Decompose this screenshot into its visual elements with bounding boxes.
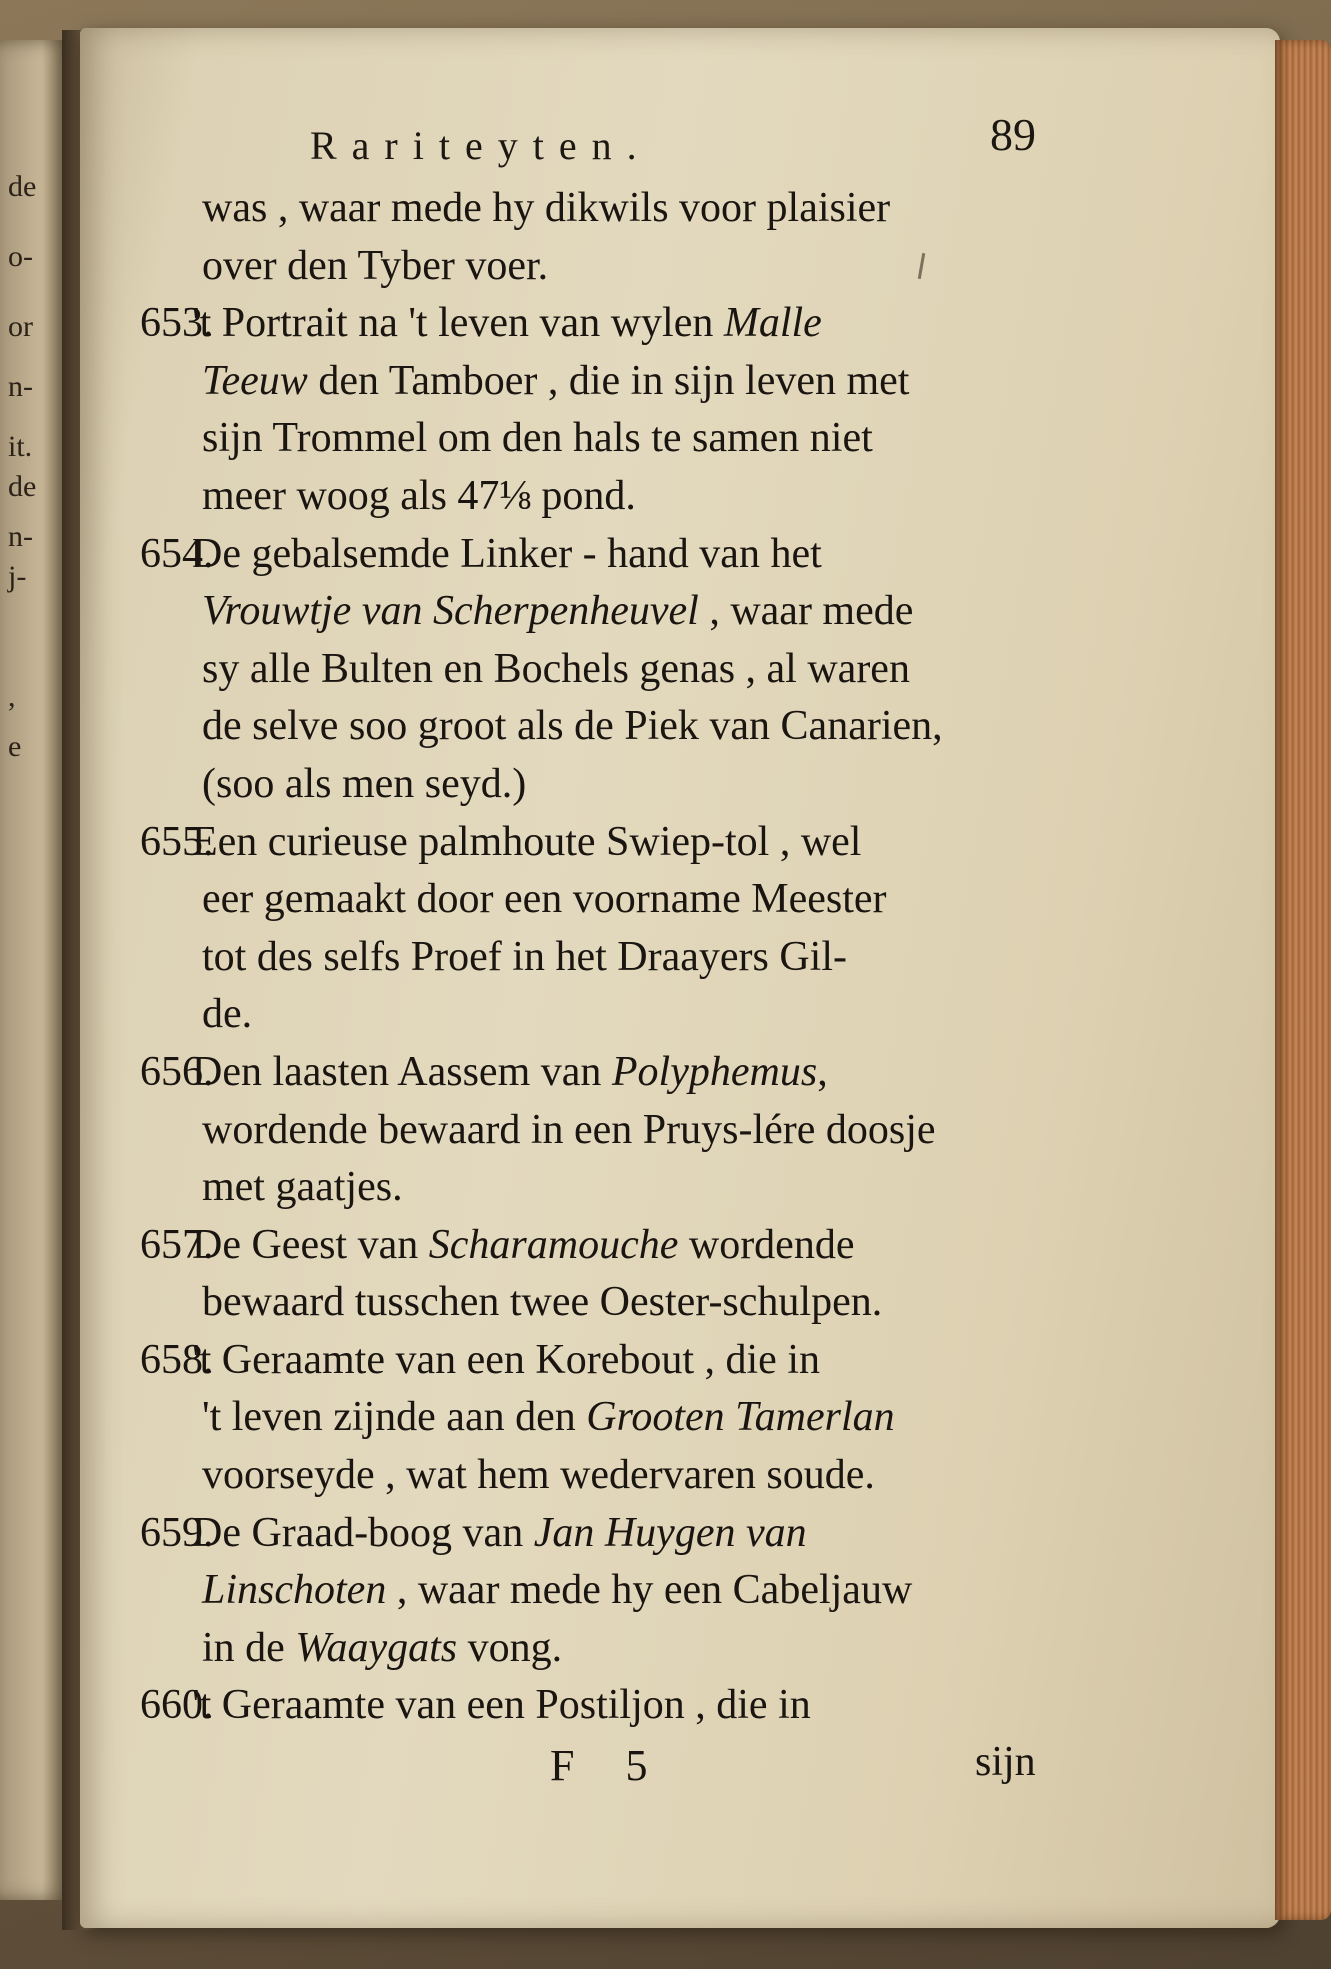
text-line bbox=[150, 698, 1060, 756]
italic-name: Jan Huygen van bbox=[533, 1509, 807, 1556]
entry-first-line bbox=[140, 814, 1060, 872]
text-run: den Tamboer , die in sijn leven met bbox=[307, 357, 910, 404]
text-line bbox=[150, 986, 1060, 1044]
text-run: meer woog als 47⅛ pond. bbox=[202, 472, 636, 519]
catchword: sijn bbox=[975, 1739, 1036, 1785]
page-header bbox=[310, 108, 1070, 178]
text-line bbox=[150, 583, 1060, 641]
text-run: met gaatjes. bbox=[202, 1164, 403, 1211]
text-line bbox=[150, 468, 1060, 526]
text-run: sy alle Bulten en Bochels genas , al waren bbox=[202, 645, 910, 692]
text-run: De Geest van bbox=[192, 1221, 429, 1268]
text-run: sijn Trommel om den hals te samen niet bbox=[202, 415, 873, 462]
text-run: voorseyde , wat hem wedervaren soude. bbox=[202, 1452, 875, 1499]
text-run: vong. bbox=[457, 1624, 563, 1671]
entry-number: 658. bbox=[140, 1336, 214, 1383]
entry-first-line bbox=[140, 1505, 1060, 1563]
text-run: (soo als men seyd.) bbox=[202, 760, 527, 807]
italic-name: Linschoten bbox=[202, 1567, 387, 1614]
entry-first-line bbox=[140, 1217, 1060, 1275]
italic-name: Malle bbox=[723, 300, 822, 347]
page-text bbox=[140, 180, 1060, 1735]
text-run: 't leven zijnde aan den bbox=[202, 1394, 587, 1441]
text-run: 't Geraamte van een Korebout , die in bbox=[192, 1336, 820, 1383]
entry-first-line bbox=[140, 526, 1060, 584]
text-run: de selve soo groot als de Piek van Canarien, bbox=[202, 703, 943, 750]
text-run: , waar mede hy een Cabeljauw bbox=[386, 1567, 913, 1614]
italic-name: Waaygats bbox=[295, 1624, 458, 1671]
facing-page-fragment: n- bbox=[8, 520, 33, 553]
facing-page-fragment: or bbox=[8, 310, 33, 343]
facing-page-fragment: e bbox=[8, 730, 22, 763]
text-run: wordende bewaard in een Pruys-lére doosje bbox=[202, 1106, 936, 1153]
text-run: De Graad-boog van bbox=[192, 1509, 534, 1556]
entry-first-line bbox=[140, 1332, 1060, 1390]
entry-number: 659. bbox=[140, 1509, 214, 1556]
text-line bbox=[150, 1274, 1060, 1332]
text-run: tot des selfs Proef in het Draayers Gil- bbox=[202, 933, 847, 980]
entry-number: 653. bbox=[140, 300, 214, 347]
text-run: eer gemaakt door een voorname Meester bbox=[202, 876, 887, 923]
italic-name: Vrouwtje van Scherpenheuvel bbox=[202, 588, 699, 635]
text-run: , bbox=[817, 1048, 828, 1095]
facing-page-fragment: de bbox=[8, 170, 37, 203]
entry-first-line bbox=[140, 295, 1060, 353]
text-run: De gebalsemde Linker - hand van het bbox=[192, 530, 822, 577]
entry-number: 660. bbox=[140, 1682, 214, 1729]
text-line bbox=[150, 238, 1060, 296]
text-line bbox=[150, 1102, 1060, 1160]
text-line bbox=[150, 871, 1060, 929]
text-run: , waar mede bbox=[698, 588, 914, 635]
signature-mark: F 5 bbox=[550, 1741, 668, 1790]
facing-page-fragment: o- bbox=[8, 240, 33, 273]
italic-name: Polyphemus bbox=[611, 1048, 818, 1095]
entry-first-line bbox=[140, 1044, 1060, 1102]
text-line bbox=[150, 756, 1060, 814]
facing-page-fragment: de bbox=[8, 470, 37, 503]
italic-name: Grooten Tamerlan bbox=[586, 1394, 895, 1441]
running-head: Rariteyten. bbox=[310, 123, 652, 168]
facing-page-fragment: j- bbox=[8, 560, 27, 593]
text-run: wordende bbox=[678, 1221, 855, 1268]
text-run: 't Portrait na 't leven van wylen bbox=[192, 300, 724, 347]
page-number: 89 bbox=[990, 109, 1036, 160]
text-line bbox=[150, 1389, 1060, 1447]
facing-page-edge bbox=[0, 40, 70, 1900]
entry-first-line bbox=[140, 1677, 1060, 1735]
text-run: was , waar mede hy dikwils voor plaisier bbox=[202, 185, 891, 231]
italic-name: Teeuw bbox=[202, 357, 308, 404]
entry-number: 654. bbox=[140, 530, 214, 577]
entry-number: 656. bbox=[140, 1048, 214, 1095]
text-run: over den Tyber voer. bbox=[202, 242, 549, 289]
text-run: Den laasten Aassem van bbox=[192, 1048, 612, 1095]
page-fore-edge bbox=[1275, 40, 1331, 1920]
text-line bbox=[150, 180, 1060, 238]
text-run: 't Geraamte van een Postiljon , die in bbox=[192, 1682, 811, 1729]
text-run: de. bbox=[202, 991, 253, 1038]
text-run: bewaard tusschen twee Oester-schulpen. bbox=[202, 1279, 883, 1326]
text-line bbox=[150, 1159, 1060, 1217]
text-run: Een curieuse palmhoute Swiep-tol , wel bbox=[192, 818, 862, 865]
facing-page-fragment: n- bbox=[8, 370, 33, 403]
entry-number: 657. bbox=[140, 1221, 214, 1268]
text-run: in de bbox=[202, 1624, 296, 1671]
facing-page-fragment: , bbox=[8, 680, 16, 713]
text-line bbox=[150, 1562, 1060, 1620]
text-line bbox=[150, 929, 1060, 987]
italic-name: Scharamouche bbox=[428, 1221, 679, 1268]
text-line bbox=[150, 1447, 1060, 1505]
text-line bbox=[150, 410, 1060, 468]
facing-page-fragment: it. bbox=[8, 430, 33, 463]
text-line bbox=[150, 353, 1060, 411]
entry-number: 655. bbox=[140, 818, 214, 865]
text-line bbox=[150, 641, 1060, 699]
text-line bbox=[150, 1620, 1060, 1678]
